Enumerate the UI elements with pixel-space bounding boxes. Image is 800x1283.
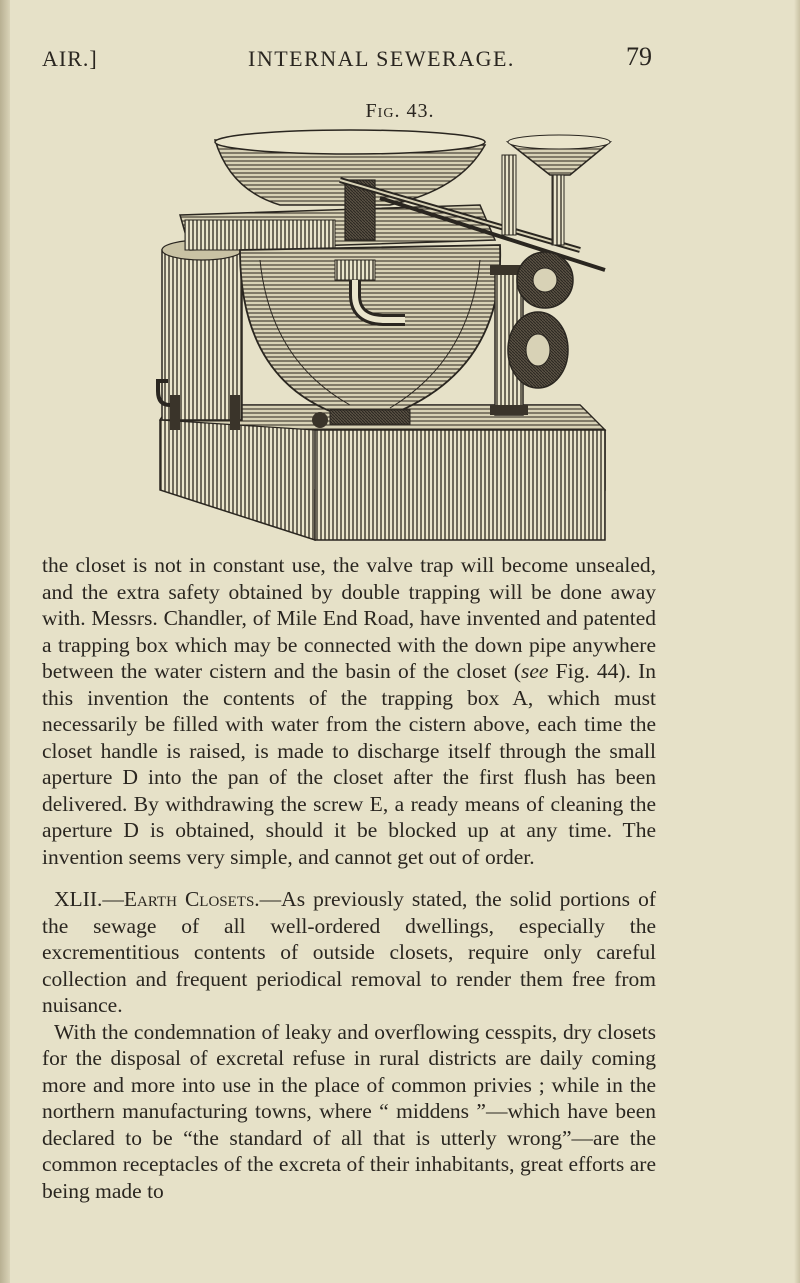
figure-caption: Fig. 43.: [365, 100, 435, 122]
section-number: XLII.—: [54, 887, 124, 911]
running-head: [0, 42, 800, 76]
paragraph-trapping-box: the closet is not in constant use, the valve trap will become unsealed, and the extra safety obtained by double trapping will be done away with. Messrs. Chandler, of Mile End Road, have invented and patented a trapping box which may be connected with the down pipe anywhere between the water cistern and the basin of the closet (see Fig. 44). In this invention the contents of the trapping box A, which must necessarily be filled with water from the cistern above, each time the closet handle is raised, is made to discharge itself through the small aperture D into the pan of the closet after the first flush has been delivered. By withdrawing the screw E, a ready means of cleaning the aperture D is obtained, should it be blocked up at any time. The invention seems very simple, and cannot get out of order.: [42, 553, 657, 869]
page-spine-shadow: [0, 0, 10, 1283]
closet-apparatus-engraving: [140, 120, 620, 550]
paragraph-earth-closets: XLII.—Earth Closets.—As previously stated, the solid portions of the sewage of all well-ordered dwellings, especially the excrementitious contents of outside closets, require only careful collection and frequent periodical removal to render them free from nuisance.: [42, 887, 656, 1017]
page-edge: [794, 0, 800, 1283]
running-head-title: INTERNAL SEWERAGE.: [248, 46, 515, 71]
running-head-section: AIR.]: [42, 46, 98, 71]
body-text: [42, 552, 656, 1204]
paragraph-middens: With the condemnation of leaky and overflowing cesspits, dry closets for the disposal of excretal refuse in rural districts are daily coming more and more into use in the place of common privies ; while in the northern manufacturing towns, where “ middens ”—which have been declared to be “the standard of all that is utterly wrong”—are the common receptacles of the excreta of their inhabitants, great efforts are being made to: [42, 1019, 656, 1203]
section-heading: Earth Closets.: [123, 887, 260, 911]
page-number: 79: [626, 42, 652, 71]
